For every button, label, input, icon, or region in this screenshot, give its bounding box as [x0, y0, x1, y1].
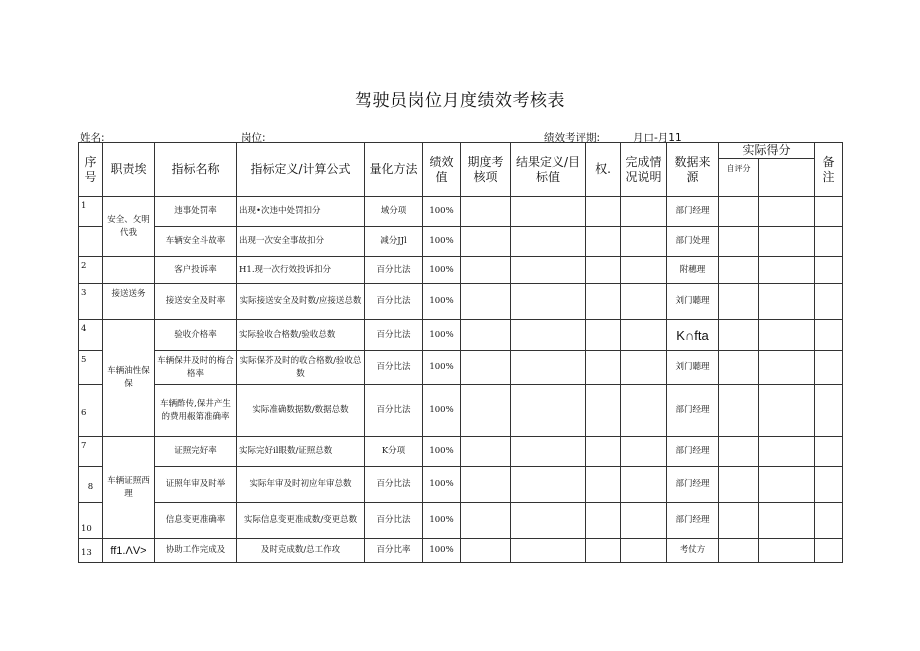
target-cell: 100%: [423, 351, 461, 385]
target-cell: 100%: [423, 257, 461, 284]
method-cell: 百分比法: [365, 351, 423, 385]
definition-cell: H1.现一次行效投诉扣分: [237, 257, 365, 284]
method-cell: 减分JJl: [365, 227, 423, 257]
source-cell: 部门经理: [667, 467, 719, 503]
method-cell: 百分比法: [365, 257, 423, 284]
header-source: 数据来源: [667, 143, 719, 197]
source-cell: 部门经理: [667, 437, 719, 467]
method-cell: 百分比法: [365, 320, 423, 351]
name-label: 姓名:: [80, 132, 105, 144]
table-row: [79, 257, 843, 284]
table-row: [79, 284, 843, 320]
method-cell: 百分比率: [365, 539, 423, 563]
header-indicator: 指标名称: [155, 143, 237, 197]
target-cell: 100%: [423, 503, 461, 539]
table-row: [79, 437, 843, 467]
definition-cell: 及时克成数/总工作攻: [237, 539, 365, 563]
table-row: [79, 351, 843, 385]
header-actual-score: 实际得分: [719, 143, 815, 159]
source-cell: 部门经理: [667, 385, 719, 437]
header-seq: 序号: [79, 143, 103, 197]
indicator-cell: 证照年审及时举: [155, 467, 237, 503]
target-cell: 100%: [423, 197, 461, 227]
indicator-cell: 车辆安全斗故率: [155, 227, 237, 257]
indicator-cell: 接送安全及时率: [155, 284, 237, 320]
source-cell: 考仗方: [667, 539, 719, 563]
header-self-score: 自评分: [719, 159, 759, 197]
header-target: 绩效值: [423, 143, 461, 197]
definition-cell: 实际接送安全及时数/应接送总数: [237, 284, 365, 320]
source-cell: 部门经理: [667, 197, 719, 227]
method-cell: K分项: [365, 437, 423, 467]
seq-cell: 5: [79, 351, 103, 385]
definition-cell: 实际保芥及时的收合格数/验收总数: [237, 351, 365, 385]
period-value: 月口-月11: [633, 132, 682, 144]
seq-cell: [79, 227, 103, 257]
definition-cell: 实际信息变更准成数/变更总数: [237, 503, 365, 539]
source-cell: 刘门聽理: [667, 351, 719, 385]
definition-cell: 实际准确数据数/数据总数: [237, 385, 365, 437]
header-method: 量化方法: [365, 143, 423, 197]
indicator-cell: 客户投诉率: [155, 257, 237, 284]
seq-cell: 6: [79, 385, 103, 437]
seq-cell: 3: [79, 284, 103, 320]
indicator-cell: 违事处罚率: [155, 197, 237, 227]
source-cell: 部门处理: [667, 227, 719, 257]
target-cell: 100%: [423, 284, 461, 320]
duty-cell: 车辆证照西理: [103, 437, 155, 539]
seq-cell: 2: [79, 257, 103, 284]
header-remark: 备注: [815, 143, 843, 197]
seq-cell: 4: [79, 320, 103, 351]
seq-cell: 13: [79, 539, 103, 563]
duty-cell: 车辆油性保保: [103, 320, 155, 437]
source-cell: K∩fta: [667, 320, 719, 351]
period-label: 绩效考评期:: [544, 132, 601, 144]
target-cell: 100%: [423, 539, 461, 563]
header-result-def: 结果定义/目标值: [511, 143, 586, 197]
header-completion: 完成情况说明: [621, 143, 667, 197]
indicator-cell: 车辆酢传,保井产生的费用赧第准确率: [155, 385, 237, 437]
header-definition: 指标定义/计算公式: [237, 143, 365, 197]
duty-cell: 接送送务: [103, 284, 155, 320]
duty-cell: ff1.ΛV>: [103, 539, 155, 563]
header-period-target: 期度考核项: [461, 143, 511, 197]
header-duty: 职责埃: [103, 143, 155, 197]
indicator-cell: 信息变更准确率: [155, 503, 237, 539]
seq-cell: 7: [79, 437, 103, 467]
header-score-blank: [759, 159, 815, 197]
seq-cell: 8: [79, 467, 103, 503]
indicator-cell: 验收介格率: [155, 320, 237, 351]
header-weight: 权.: [586, 143, 621, 197]
table-row: [79, 320, 843, 351]
table-row: [79, 467, 843, 503]
seq-cell: 1: [79, 197, 103, 227]
method-cell: 域分项: [365, 197, 423, 227]
table-row: [79, 385, 843, 437]
table-row: [79, 227, 843, 257]
table-row: [79, 197, 843, 227]
definition-cell: 实际年审及时初应年审总数: [237, 467, 365, 503]
source-cell: 部门经理: [667, 503, 719, 539]
duty-cell: 安全、攵明代我: [103, 197, 155, 257]
target-cell: 100%: [423, 437, 461, 467]
definition-cell: 出现•次违中处罚扣分: [237, 197, 365, 227]
indicator-cell: 车辆保井及时的梅合格率: [155, 351, 237, 385]
definition-cell: 实际验收合格数/验收总数: [237, 320, 365, 351]
definition-cell: 出现一次安全事故扣分: [237, 227, 365, 257]
method-cell: 百分比法: [365, 503, 423, 539]
target-cell: 100%: [423, 320, 461, 351]
source-cell: 附穗理: [667, 257, 719, 284]
position-label: 岗位:: [241, 132, 266, 144]
definition-cell: 实际完好il眼数/证照总数: [237, 437, 365, 467]
method-cell: 百分比法: [365, 385, 423, 437]
target-cell: 100%: [423, 227, 461, 257]
source-cell: 刘门聽理: [667, 284, 719, 320]
indicator-cell: 证照完好率: [155, 437, 237, 467]
target-cell: 100%: [423, 467, 461, 503]
page-title: 驾驶员岗位月度绩效考核表: [355, 91, 565, 111]
seq-cell: 10: [79, 503, 103, 539]
table-row: [79, 539, 843, 563]
target-cell: 100%: [423, 385, 461, 437]
table-row: [79, 503, 843, 539]
indicator-cell: 协助工作完成及: [155, 539, 237, 563]
header-row-1: [79, 143, 843, 159]
performance-table: [78, 142, 843, 563]
method-cell: 百分比法: [365, 284, 423, 320]
method-cell: 百分比法: [365, 467, 423, 503]
